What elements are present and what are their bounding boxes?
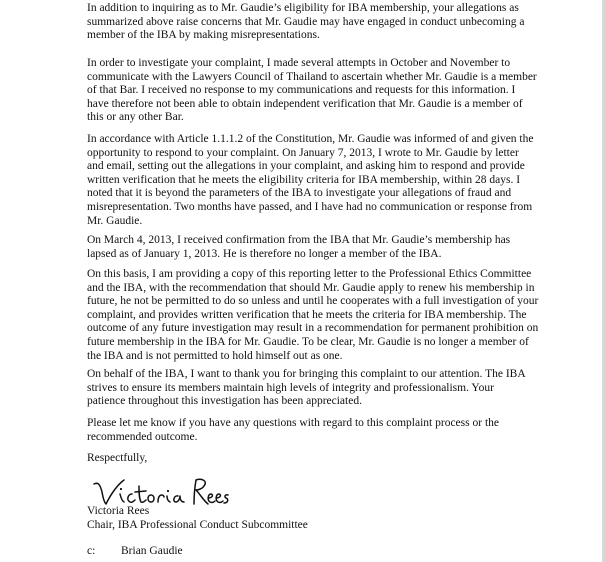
closing-salutation: Respectfully, [87,452,148,464]
text-line: the IBA and is not permitted to hold himself out as one. [87,349,343,362]
text-line: written verification that he meets the eligibility criteria for IBA membership, within 28 days. I [87,173,521,186]
text-line: outcome of any future investigation may result in a recommendation for permanent prohibition on [87,322,539,335]
paragraph-questions [87,417,597,444]
signer-name: Victoria Rees [87,505,150,517]
text-line: of that Bar. I received no response to my communications and requests for this information. I [87,84,516,97]
text-line: future membership in the IBA for Mr. Gaudie. To be clear, Mr. Gaudie is no longer a member of [87,335,529,348]
paragraph-recommendation [87,268,597,363]
text-line: strives to ensure its members maintain high levels of integrity and professionalism. Your [87,381,494,394]
text-line: Mr. Gaudie. [87,214,143,227]
paragraph-constitution [87,133,597,228]
text-line: Please let me know if you have any questions with regard to this complaint process or the [87,417,499,429]
text-line: have therefore not been able to obtain independent verification that Mr. Gaudie is a member of [87,97,523,110]
text-line: member of the IBA by making misrepresentations. [87,29,320,42]
text-line: On behalf of the IBA, I want to thank you for bringing this complaint to our attention. The IBA [87,368,526,380]
text-line: lapsed as of January 1, 2013. He is therefore no longer a member of the IBA. [87,247,442,260]
text-line: noted that it is beyond the parameters of the IBA to investigate your allegations of fraud and [87,187,512,200]
text-line: summarized above raise concerns that Mr. Gaudie may have engaged in conduct unbecoming a [87,15,525,28]
paragraph-eligibility [87,2,597,43]
text-line: this or any other Bar. [87,111,184,124]
text-line: and email, setting out the allegations in your complaint, and asking him to respond and provide [87,160,525,173]
text-line: recommended outcome. [87,430,198,443]
paragraph-investigation [87,57,597,125]
text-line: misrepresentation. Two months have passed, and I have had no communication or response from [87,200,533,213]
text-line: complaint, and provides written verification that he meets the criteria for IBA membership. The [87,308,527,321]
text-line: On March 4, 2013, I received confirmation from the IBA that Mr. Gaudie’s membership has [87,234,511,246]
text-line: In addition to inquiring as to Mr. Gaudie’s eligibility for IBA membership, your allegations as [87,2,519,14]
text-line: and the IBA, with the recommendation that should Mr. Gaudie apply to renew his membership in [87,281,535,294]
cc-name: Brian Gaudie [121,545,183,557]
handwritten-signature [90,474,230,508]
text-line: future, he not be permitted to do so unless and until he cooperates with a full investigation of your [87,295,539,308]
text-line: In accordance with Article 1.1.1.2 of the Constitution, Mr. Gaudie was informed of and given the [87,133,534,145]
signer-title: Chair, IBA Professional Conduct Subcommittee [87,519,308,531]
text-line: In order to investigate your complaint, I made several attempts in October and November to [87,57,511,69]
text-line: On this basis, I am providing a copy of this reporting letter to the Professional Ethics Committee [87,268,532,280]
text-line: patience throughout this investigation has been appreciated. [87,395,362,408]
text-line: opportunity to respond to your complaint. On January 7, 2013, I wrote to Mr. Gaudie by letter [87,146,519,159]
text-line: communicate with the Lawyers Council of Thailand to ascertain whether Mr. Gaudie is a member [87,70,537,83]
paragraph-thanks [87,368,597,409]
cc-label: c: [87,545,96,557]
paragraph-confirmation [87,234,597,261]
